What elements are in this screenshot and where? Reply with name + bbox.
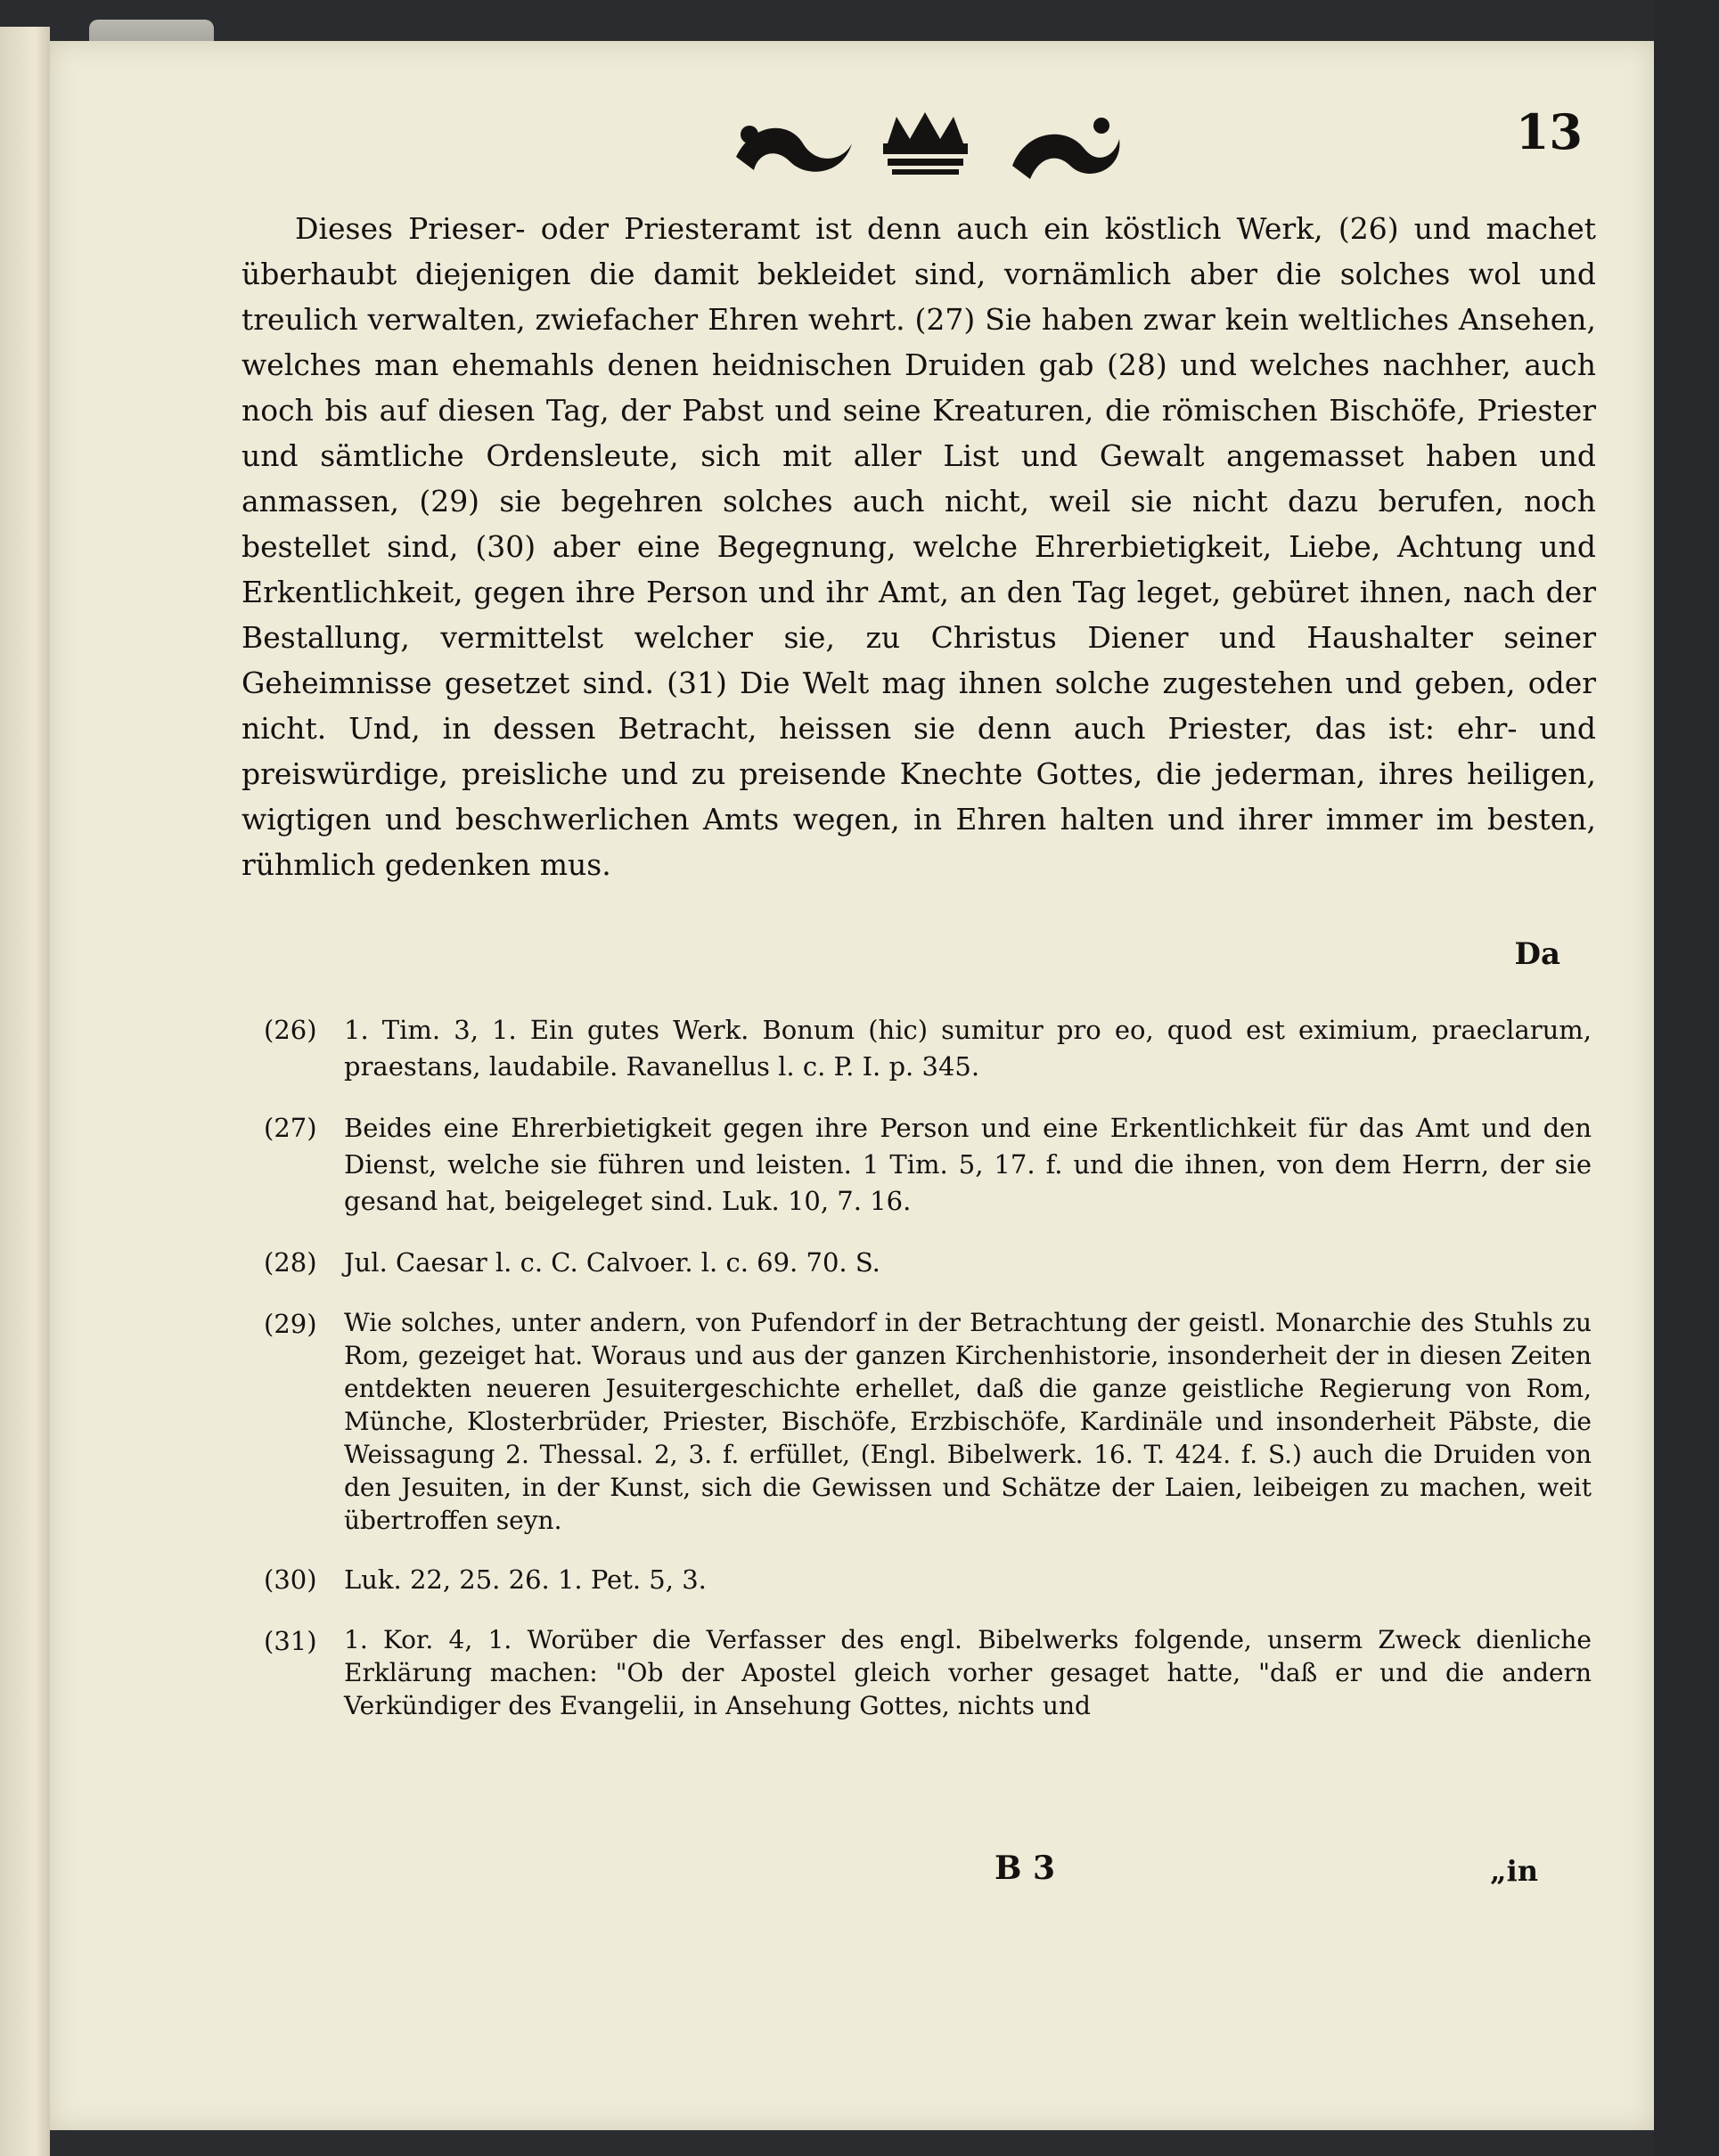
footnote-number: (26) — [264, 1015, 317, 1045]
main-paragraph: Dieses Prieser- oder Priesteramt ist denn auch ein köstlich Werk, (26) und machet überhaubt diejenigen die damit bekleidet sind, vornämlich aber die solches wol und treulich verwalten, zwiefacher Ehren wehrt. (27) Sie haben zwar kein weltliches Ansehen, welches man ehemahls denen heidnischen Druiden gab (28) und welches nachher, auch noch bis auf diesen Tag, der Pabst und seine Kreaturen, die römischen Bischöfe, Priester und sämtliche Ordensleute, sich mit aller List und Gewalt angemasset haben und anmassen, (29) sie begehren solches auch nicht, weil sie nicht dazu berufen, noch bestellet sind, (30) aber eine Begegnung, welche Ehrerbietigkeit, Liebe, Achtung und Erkentlichkeit, gegen ihre Person und ihr Amt, an den Tag leget, gebüret ihnen, nach der Bestallung, vermittelst welcher sie, zu Christus Diener und Haushalter seiner Geheimnisse gesetzet sind. (31) Die Welt mag ihnen solche zugestehen und geben, oder nicht. Und, in dessen Betracht, heissen sie denn auch Priester, das ist: ehr- und preiswürdige, preisliche und zu preisende Knechte Gottes, die jederman, ihres heiligen, wigtigen und beschwerlichen Amts wegen, in Ehren halten und ihrer immer im besten, rühmlich gedenken mus. — [241, 211, 1596, 882]
bottom-catchword: „in — [1490, 1854, 1538, 1888]
footnote-number: (31) — [264, 1626, 317, 1656]
page-number: 13 — [1515, 103, 1583, 160]
footnote-28 — [264, 1245, 1592, 1281]
footnote-26 — [264, 1012, 1592, 1085]
catchword: Da — [1514, 936, 1560, 972]
footnote-29 — [264, 1306, 1592, 1537]
footnote-number: (28) — [264, 1247, 317, 1278]
footnote-number: (29) — [264, 1309, 317, 1339]
footnote-31 — [264, 1623, 1592, 1722]
headpiece-ornament-icon — [718, 94, 1128, 192]
footnote-text: Beides eine Ehrerbietigkeit gegen ihre Person und eine Erkentlichkeit für das Amt und den Dienst, welche sie führen und leisten. 1 Tim. 5, 17. f. und die ihnen, von dem Herrn, der sie gesand hat, beigeleget sind. Luk. 10, 7. 16. — [344, 1113, 1592, 1216]
main-text-block — [241, 206, 1596, 887]
footnote-text: Jul. Caesar l. c. C. Calvoer. l. c. 69. 70. S. — [344, 1247, 880, 1278]
footnote-number: (30) — [264, 1564, 317, 1595]
footnote-text: Wie solches, unter andern, von Pufendorf in der Betrachtung der geistl. Monarchie des Stuhls zu Rom, gezeiget hat. Woraus und aus der ganzen Kirchenhistorie, insonderheit der in diesen Zeiten entdekten neueren Jesuitergeschichte erhellet, daß die ganze geistliche Regierung von Rom, Münche, Klosterbrüder, Priester, Bischöfe, Erzbischöfe, Kardinäle und insonderheit Päbste, die Weissagung 2. Thessal. 2, 3. f. erfüllet, (Engl. Bibelwerk. 16. T. 424. f. S.) auch die Druiden von den Jesuiten, in der Kunst, sich die Gewissen und Schätze der Laien, leibeigen zu machen, weit übertroffen seyn. — [344, 1308, 1592, 1535]
book-edge — [0, 27, 50, 2156]
footnote-text: Luk. 22, 25. 26. 1. Pet. 5, 3. — [344, 1564, 707, 1595]
book-page — [50, 41, 1654, 2130]
footnote-number: (27) — [264, 1113, 317, 1143]
footnote-30 — [264, 1562, 1592, 1598]
footnote-text: 1. Kor. 4, 1. Worüber die Verfasser des engl. Bibelwerks folgende, unserm Zweck dienliche Erklärung machen: "Ob der Apostel gleich vorher gesaget hatte, "daß er und die andern Verkündiger des Evangelii, in Ansehung Gottes, nichts und — [344, 1625, 1592, 1720]
footnotes — [264, 1012, 1592, 1747]
background-shadow — [1654, 0, 1719, 2156]
signature-mark: B 3 — [995, 1850, 1056, 1887]
footnote-text: 1. Tim. 3, 1. Ein gutes Werk. Bonum (hic) sumitur pro eo, quod est eximium, praeclarum, praestans, laudabile. Ravanellus l. c. P. I. p. 345. — [344, 1015, 1592, 1082]
footnote-27 — [264, 1110, 1592, 1220]
